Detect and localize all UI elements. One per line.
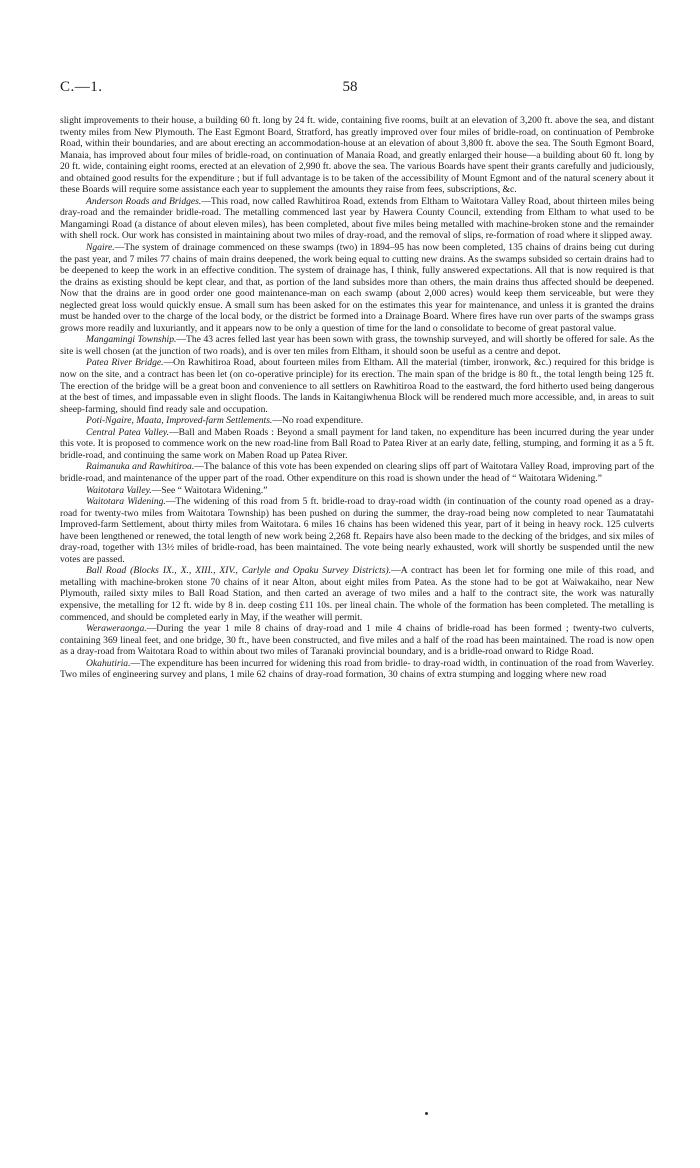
paragraph-text: —The 43 acres felled last year has been sown with grass, the township surveyed, and will shortly be offered for sale. As the site is well chosen (at the junction of two roads), and is over ten miles from Eltham, it should soon be useful as a centre and depot.	[60, 334, 654, 357]
section-heading: Waitotara Widening.	[86, 496, 166, 508]
paragraph	[60, 623, 654, 658]
paragraph-text: —On Rawhitiroa Road, about fourteen miles from Eltham. All the material (timber, ironwork, &c.) required for this bridge is now on the site, and a contract has been let (on co-operative principle) for its erection. The main span of the bridge is 80 ft., the total length being 125 ft. The erection of the bridge will be a great boon and convenience to all settlers on Rawhitiroa Road to the eastward, the ford hitherto used being dangerous at the best of times, and impassable even in slight floods. The lands in Kaitangiwhenua Block will be rendered much more accessible, and, in areas to suit sheep-farming, should find ready sale and occupation.	[60, 357, 654, 415]
section-heading: Weraweraonga.	[86, 623, 147, 635]
paragraph-text: —No road expenditure.	[272, 415, 364, 427]
report-body	[60, 115, 654, 681]
paragraph-text: —A contract has been let for forming one mile of this road, and metalling with machine-broken stone 70 chains of it near Alton, about eight miles from Patea. As the stone had to be got at Waiwakaiho, near New Plymouth, railed sixty miles to Ball Road Station, and then carted an average of two miles and a half to the contract site, the work was naturally expensive, the metalling for 12 ft. wide by 8 in. deep costing £11 10s. per lineal chain. The whole of the formation has been completed. The metalling is commenced, and should be completed early in May, if the weather will permit.	[60, 565, 654, 623]
section-heading: Ball Road (Blocks IX., X., XIII., XIV., Carlyle and Opaku Survey Districts).	[86, 565, 392, 577]
paragraph	[60, 658, 654, 681]
paragraph	[60, 427, 654, 462]
paragraph	[60, 357, 654, 415]
paragraph-text: —The expenditure has been incurred for widening this road from bridle- to dray-road width, in continuation of the road from Waverley. Two miles of engineering survey and plans, 1 mile 62 chains of dray-road formation, 30 chains of extra stumping and logging where new road	[60, 657, 654, 681]
section-heading: Mangamingi Township.	[86, 334, 177, 346]
page-number: 58	[342, 79, 358, 95]
section-heading: Ngaire.	[86, 242, 115, 254]
paragraph-text: —The system of drainage commenced on these swamps (two) in 1894–95 has now been completed, 135 chains of drains being cut during the past year, and 7 miles 77 chains of main drains deepened, the work being equal to cutting new drains. As the swamps subsided so certain drains had to be deepened to keep the work in an effective condition. The system of drainage has, I think, fully answered expectations. All that is now required is that the drains as existing should be kept clear, and that, as portion of the land subsides more than others, the main drains thus affected should be deepened. Now that the drains are in good order one good maintenance-man on each swamp (about 2,000 acres) would keep them serviceable, but were they neglected great loss would quickly ensue. A small sum has been asked for on the estimates this year for maintenance, and unless it is granted the drains must be handed over to the charge of the local body, or the district be formed into a Drainage Board. Where fires have run over parts of the swamps grass grows more readily and luxuriantly, and it appears now to be only a question of time for the land o consolidate to become of great pastoral value.	[60, 242, 654, 334]
section-heading: Anderson Roads and Bridges.	[86, 195, 202, 207]
paragraph-text: —The balance of this vote has been expended on clearing slips off part of Waitotara Valley Road, improving part of the bridle-road, and maintenance of the upper part of the road. Other expenditure on this road is shown under the head of “ Waitotara Widening.”	[60, 461, 655, 484]
paragraph-text: —See “ Waitotara Widening.”	[151, 484, 268, 496]
paragraph	[60, 196, 654, 242]
paragraph	[60, 461, 654, 484]
print-speck	[425, 1112, 428, 1115]
section-heading: Patea River Bridge.	[86, 357, 164, 369]
paragraph-text: —This road, now called Rawhitiroa Road, extends from Eltham to Waitotara Valley Road, about thirteen miles being dray-road and the remainder bridle-road. The metalling commenced last year by Hawera County Council, extending from Eltham to what used to be Mangamingi Road (a distance of about eleven miles), has been completed, about five miles being metalled with machine-broken stone and the remainder with shell rock. Our work has consisted in maintaining about two miles of dray-road, and the removal of slips, re-formation of road where it slipped away.	[60, 195, 655, 242]
section-heading: Raimanuka and Rawhitiroa.	[86, 461, 195, 473]
paragraph	[60, 115, 654, 196]
paragraph	[60, 242, 654, 334]
section-heading: Poti-Ngaire, Maata, Improved-farm Settlements.	[86, 415, 273, 427]
paragraph	[60, 415, 654, 427]
section-heading: Waitotara Valley.	[86, 484, 152, 496]
section-heading: Okahutiria.	[86, 657, 131, 669]
paragraph	[60, 565, 654, 623]
document-reference: C.—1.	[60, 79, 103, 95]
paragraph	[60, 334, 654, 357]
paragraph	[60, 496, 654, 565]
paragraph-text: —The widening of this road from 5 ft. bridle-road to dray-road width (in continuation of the county road opened as a dray-road for twenty-two miles from Waitotara Township) has been pushed on during the summer, the dray-road being now completed to near Taumatatahi Improved-farm Settlement, about thirty miles from Waitotara. 6 miles 16 chains has been widened this year, part of it being in heavy rock. 125 culverts have been lengthened or renewed, the total length of new work being 2,268 ft. Repairs have also been made to the decking of the bridges, and six miles of dray-road, together with 13½ miles of bridle-road, has been maintained. The vote being nearly exhausted, work will shortly be suspended until the new votes are passed.	[60, 496, 654, 565]
paragraph-text: —During the year 1 mile 8 chains of dray-road and 1 mile 4 chains of bridle-road has been formed ; twenty-two culverts, containing 369 lineal feet, and one bridge, 30 ft., have been constructed, and five miles and a half of the road has been maintained. The road is now open as a dray-road from Waitotara Road to within about two miles of Taranaki provincial boundary, and is a bridle-road onward to Ridge Road.	[60, 623, 654, 658]
paragraph-text: —Ball and Maben Roads : Beyond a small payment for land taken, no expenditure has been incurred during the year under this vote. It is proposed to commence work on the new road-line from Ball Road to Patea River at an early date, felling, stumping, and forming it as a 5 ft. bridle-road, and continuing the same work on Maben Road up Patea River.	[60, 426, 654, 461]
section-heading: Central Patea Valley.	[86, 426, 170, 438]
paragraph-text: slight improvements to their house, a building 60 ft. long by 24 ft. wide, containing five rooms, built at an elevation of 3,200 ft. above the sea, and distant twenty miles from New Plymouth. The East Egmont Board, Stratford, has greatly improved over four miles of bridle-road, on continuation of Pembroke Road, within their boundaries, and are about erecting an accommodation-house at an elevation of about 3,800 ft. above the sea. The South Egmont Board, Manaia, has improved about four miles of bridle-road, on continuation of Manaia Road, and greatly enlarged their house—a building about 60 ft. long by 20 ft. wide, containing eight rooms, erected at an elevation of 2,990 ft. above the sea. The various Boards have spent their grants carefully and judiciously, and obtained good results for the expenditure ; but if full advantage is to be taken of the accessibility of Mount Egmont and of the natural scenery about it these Boards will require some assistance each year to supplement the amounts they raise from fees, subscriptions, &c.	[60, 115, 654, 196]
paragraph	[60, 485, 654, 497]
